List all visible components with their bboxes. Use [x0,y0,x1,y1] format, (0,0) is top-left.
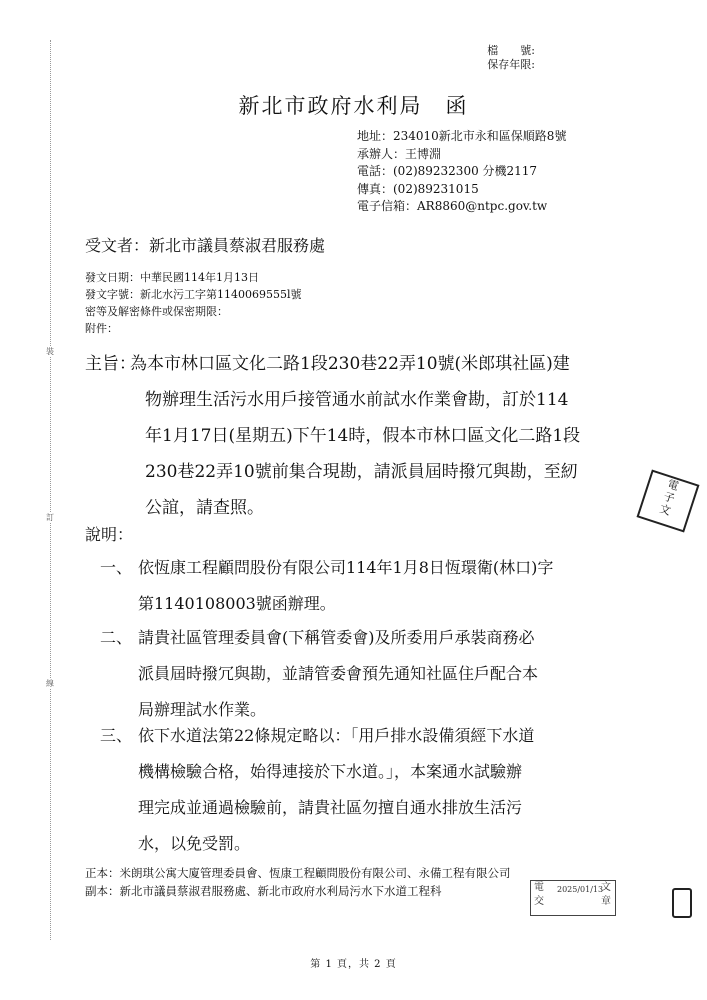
contact-block [357,128,566,216]
explanation-line: 水，以免受罰。 [138,834,251,853]
issue-date: 發文日期：中華民國114年1月13日 [85,271,259,284]
subject-label: 主旨： [85,354,136,374]
document-meta [85,269,302,337]
attachments: 附件： [85,322,118,335]
explanation-item [100,550,553,622]
explanation-heading: 說明： [85,525,134,544]
subject-line: 公誼，請查照。 [145,498,264,518]
file-info [487,44,535,72]
stamp-char: 子 [661,489,677,506]
subject-section [85,346,625,526]
binding-margin-line [50,40,51,940]
contact-handler: 承辦人：王博淵 [357,146,442,161]
document-title: 新北市政府水利局 函 [238,94,469,118]
stamp-char: 文 [657,502,673,518]
explanation-line: 第1140108003號函辦理。 [138,594,336,613]
copy-recipients: 副本：新北市議員蔡淑君服務處、新北市政府水利局污水下水道工程科 [85,884,442,898]
contact-email: 電子信箱：AR8860@ntpc.gov.tw [357,199,548,214]
subject-body [130,346,625,526]
exchange-stamp [530,880,616,916]
explanation-line: 理完成並通過檢驗前，請貴社區勿擅自通水排放生活污 [138,798,523,817]
explanation-item [100,718,534,862]
contact-fax: 傳真：(02)89231015 [357,181,479,196]
primary-recipients: 正本：米朗琪公寓大廈管理委員會、恆康工程顧問股份有限公司、永備工程有限公司 [85,866,511,880]
exchange-stamp-timestamp: 2025/01/13 [557,885,604,894]
secrecy-level: 密等及解密條件或保密期限： [85,305,228,318]
contact-address: 地址：234010新北市永和區保順路8號 [357,129,567,143]
binding-mark-bind: 裝 [46,347,54,356]
explanation-item [100,620,538,728]
explanation-line: 機構檢驗合格，始得連接於下水道。」，本案通水試驗辦 [138,762,523,781]
page-footer: 第 1 頁，共 2 頁 [310,959,397,970]
explanation-line: 派員屆時撥冗與勘，並請管委會預先通知社區住戶配合本 [138,664,539,683]
subject-line: 為本市林口區文化二路1段230巷22弄10號(米郎琪社區)建 [130,354,570,374]
retention-label: 保存年限: [487,58,535,71]
explanation-number: 三、 [100,726,133,745]
document-number: 發文字號：新北水污工字第1140069555l號 [85,288,302,301]
explanation-number: 二、 [100,628,133,647]
binding-mark-staple: 訂 [46,513,54,522]
subject-line: 230巷22弄10號前集合現勘，請派員屆時撥冗與勘，至紉 [145,462,578,482]
electronic-document-stamp [636,469,699,532]
binding-mark-line: 線 [46,679,54,688]
contact-phone: 電話：(02)89232300 分機2117 [357,164,538,179]
exchange-stamp-char: 交 [534,896,544,907]
explanation-number: 一、 [100,558,133,577]
subject-line: 物辦理生活污水用戶接管通水前試水作業會勘，訂於114 [145,390,569,410]
explanation-line: 依下水道法第22條規定略以：「用戶排水設備須經下水道 [138,726,535,745]
exchange-stamp-char: 電 [534,882,544,893]
explanation-line: 依恆康工程顧問股份有限公司114年1月8日恆環衛(林口)字 [138,558,554,577]
exchange-stamp-char: 文 [601,882,611,893]
recipient: 受文者：新北市議員蔡淑君服務處 [85,236,326,255]
explanation-line: 請貴社區管理委員會(下稱管委會)及所委用戶承裝商務必 [138,628,535,647]
stamp-char: 電 [665,477,681,494]
subject-line: 年1月17日(星期五)下午14時，假本市林口區文化二路1段 [145,426,581,446]
exchange-stamp-char: 章 [601,896,611,907]
explanation-line: 局辦理試水作業。 [138,700,267,719]
file-number-label: 檔 號: [487,44,535,57]
page-side-mark [672,888,692,918]
